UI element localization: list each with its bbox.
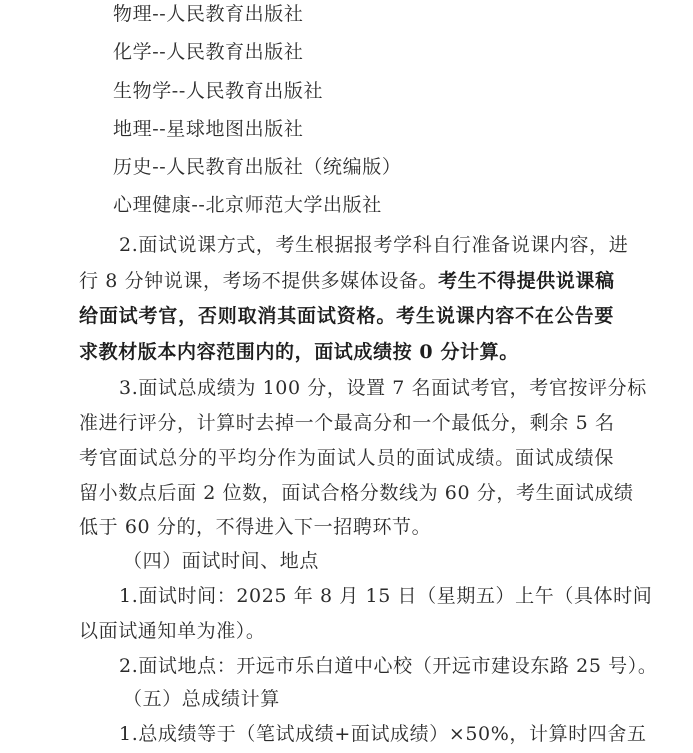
item3-line2: 准进行评分，计算时去掉一个最高分和一个最低分，剩余 5 名 xyxy=(79,412,615,434)
item3-line4: 留小数点后面 2 位数，面试合格分数线为 60 分，考生面试成绩 xyxy=(79,482,634,504)
item2-line2-bold: 考生不得提供说课稿 xyxy=(438,270,615,292)
item3-line3: 考官面试总分的平均分作为面试人员的面试成绩。面试成绩保 xyxy=(79,447,614,469)
textbook-chemistry: 化学--人民教育出版社 xyxy=(113,41,304,63)
interview-place: 2.面试地点：开远市乐白道中心校（开远市建设东路 25 号）。 xyxy=(119,655,658,677)
item2-line4: 求教材版本内容范围内的，面试成绩按 0 分计算。 xyxy=(79,341,519,363)
section4-heading: （四）面试时间、地点 xyxy=(123,550,320,572)
item3-line5: 低于 60 分的，不得进入下一招聘环节。 xyxy=(79,516,432,538)
textbook-psychology: 心理健康--北京师范大学出版社 xyxy=(113,194,382,216)
section5-heading: （五）总成绩计算 xyxy=(123,688,280,710)
interview-time-line1: 1.面试时间：2025 年 8 月 15 日（星期五）上午（具体时间 xyxy=(119,585,653,607)
item2-line3: 给面试考官，否则取消其面试资格。考生说课内容不在公告要 xyxy=(79,305,614,327)
interview-time-line2: 以面试通知单为准）。 xyxy=(79,620,266,642)
item3-line1: 3.面试总成绩为 100 分，设置 7 名面试考官，考官按评分标 xyxy=(119,377,647,399)
textbook-biology: 生物学--人民教育出版社 xyxy=(113,80,324,102)
item2-line2 xyxy=(79,269,614,293)
textbook-history: 历史--人民教育出版社（统编版） xyxy=(113,156,402,178)
item2-line1: 2.面试说课方式，考生根据报考学科自行准备说课内容，进 xyxy=(119,234,629,256)
total-score-line1: 1.总成绩等于（笔试成绩+面试成绩）×50%，计算时四舍五 xyxy=(119,723,647,745)
item2-line2-normal: 行 8 分钟说课，考场不提供多媒体设备。 xyxy=(79,270,439,292)
textbook-physics: 物理--人民教育出版社 xyxy=(113,3,304,25)
textbook-geography: 地理--星球地图出版社 xyxy=(113,118,304,140)
